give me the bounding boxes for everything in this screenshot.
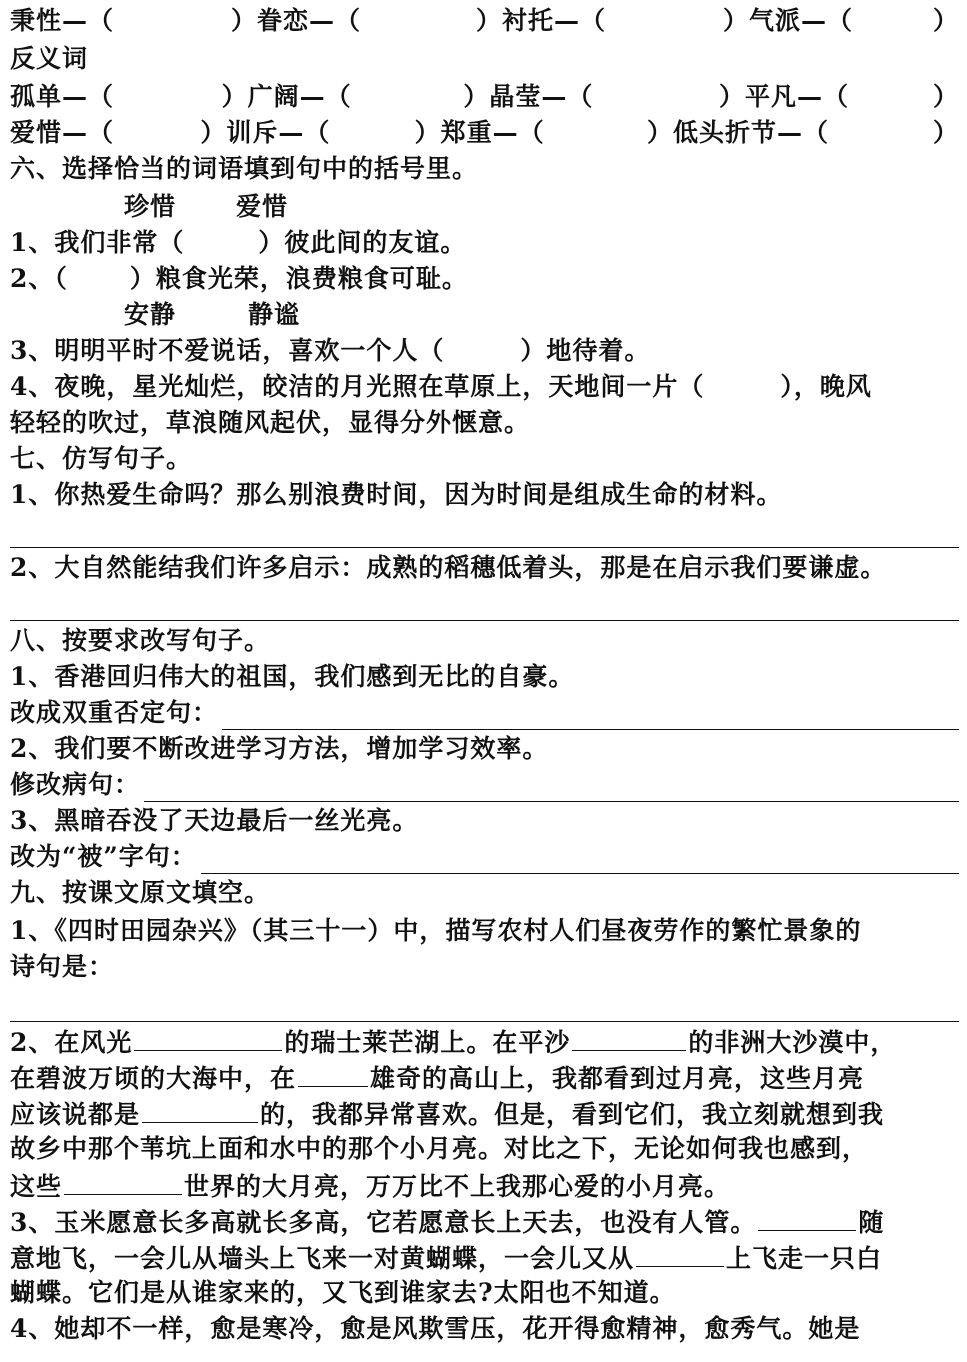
section-9-q4-line-1: 4、她却不一样，愈是寒冷，愈是风欺雪压，花开得愈精神，愈秀气。她是 [10,1314,861,1343]
answer-line[interactable] [10,620,959,621]
section-8-q3-task: 改为“被”字句： [10,840,959,874]
antonym-5: 爱惜—（ [10,118,115,147]
antonym-row-1 [10,80,959,114]
antonym-8: ）低头折节—（ ） [646,118,959,147]
synonym-2: ）眷恋—（ [230,6,361,35]
answer-line[interactable] [10,547,959,548]
answer-line[interactable] [10,1021,959,1022]
section-8-q3: 3、黑暗吞没了天边最后一丝光亮。 [10,806,419,835]
answer-line[interactable] [201,849,959,874]
section-9-q2-line-2: 在碧波万顷的大海中，在 雄奇的高山上，我都看到过月亮，这些月亮 [10,1060,959,1094]
word-choice: 安静 [124,300,177,329]
section-7-title: 七、仿写句子。 [10,444,193,473]
section-8-q2: 2、我们要不断改进学习方法，增加学习效率。 [10,734,549,763]
section-6-q1: 1、我们非常（ ）彼此间的友谊。 [10,228,467,257]
fill-blank[interactable] [142,1096,258,1123]
answer-line[interactable] [144,777,959,802]
synonym-row [10,4,959,38]
section-9-q2-line-4: 故乡中那个苇坑上面和水中的那个小月亮。对比之下，无论如何我也感到， [10,1134,869,1163]
word-choice-group-1 [10,190,959,224]
section-6-q4-cont: 轻轻的吹过，草浪随风起伏，显得分外惬意。 [10,408,531,437]
antonym-1: 孤单—（ [10,82,115,111]
fill-blank[interactable] [298,1060,368,1087]
antonym-2: ）广阔—（ [221,82,352,111]
section-9-q1-cont: 诗句是： [10,952,115,981]
section-8-title: 八、按要求改写句子。 [10,626,271,655]
section-9-q2-line-5: 这些 世界的大月亮，万万比不上我那心爱的小月亮。 [10,1168,959,1202]
antonym-6: ）训斥—（ [200,118,331,147]
fill-blank[interactable] [572,1024,686,1051]
fill-blank[interactable] [64,1168,182,1195]
section-7-q1: 1、你热爱生命吗？那么别浪费时间，因为时间是组成生命的材料。 [10,480,783,509]
antonym-4: ）平凡—（ ） [718,82,959,111]
synonym-1: 秉性—（ [10,6,115,35]
fill-blank[interactable] [758,1204,856,1231]
word-choice-group-2 [10,298,959,332]
section-9-q2-line-3: 应该说都是 的，我都异常喜欢。但是，看到它们，我立刻就想到我 [10,1096,959,1130]
antonym-title: 反义词 [10,44,89,73]
section-6-q2: 2、（ ）粮食光荣，浪费粮食可耻。 [10,264,468,293]
section-6-q4: 4、夜晚，星光灿烂，皎洁的月光照在草原上，天地间一片（ ），晚风 [10,372,872,401]
section-9-q3-line-1: 3、玉米愿意长多高就长多高，它若愿意长上天去，也没有人管。 随 [10,1204,959,1238]
synonym-3: ）衬托—（ [475,6,606,35]
section-6-title: 六、选择恰当的词语填到句中的括号里。 [10,154,479,183]
section-7-q2: 2、大自然能结我们许多启示：成熟的稻穗低着头，那是在启示我们要谦虚。 [10,553,887,582]
antonym-7: ）郑重—（ [414,118,545,147]
section-6-q3: 3、明明平时不爱说话，喜欢一个人（ ）地待着。 [10,336,651,365]
antonym-3: ）晶莹—（ [463,82,594,111]
fill-blank[interactable] [134,1024,282,1051]
section-8-q1: 1、香港回归伟大的祖国，我们感到无比的自豪。 [10,662,575,691]
section-9-q2-line-1: 2、在风光 的瑞士莱芒湖上。在平沙 的非洲大沙漠中， [10,1024,959,1058]
synonym-4: ）气派—（ ） [722,6,959,35]
section-8-q1-task: 改成双重否定句： [10,696,959,730]
word-choice: 珍惜 [124,192,177,221]
word-choice: 爱惜 [236,192,289,221]
section-9-q3-line-3: 蝴蝶。它们是从谁家来的，又飞到谁家去?太阳也不知道。 [10,1278,676,1307]
section-9-q1: 1、《四时田园杂兴》（其三十一）中，描写农村人们昼夜劳作的繁忙景象的 [10,916,862,945]
section-8-q2-task: 修改病句： [10,768,959,802]
answer-line[interactable] [222,705,959,730]
fill-blank[interactable] [636,1240,724,1267]
section-9-title: 九、按课文原文填空。 [10,878,271,907]
antonym-row-2 [10,116,959,150]
section-9-q3-line-2: 意地飞，一会儿从墙头上飞来一对黄蝴蝶，一会儿又从 上飞走一只白 [10,1240,959,1274]
word-choice: 静谧 [248,300,301,329]
